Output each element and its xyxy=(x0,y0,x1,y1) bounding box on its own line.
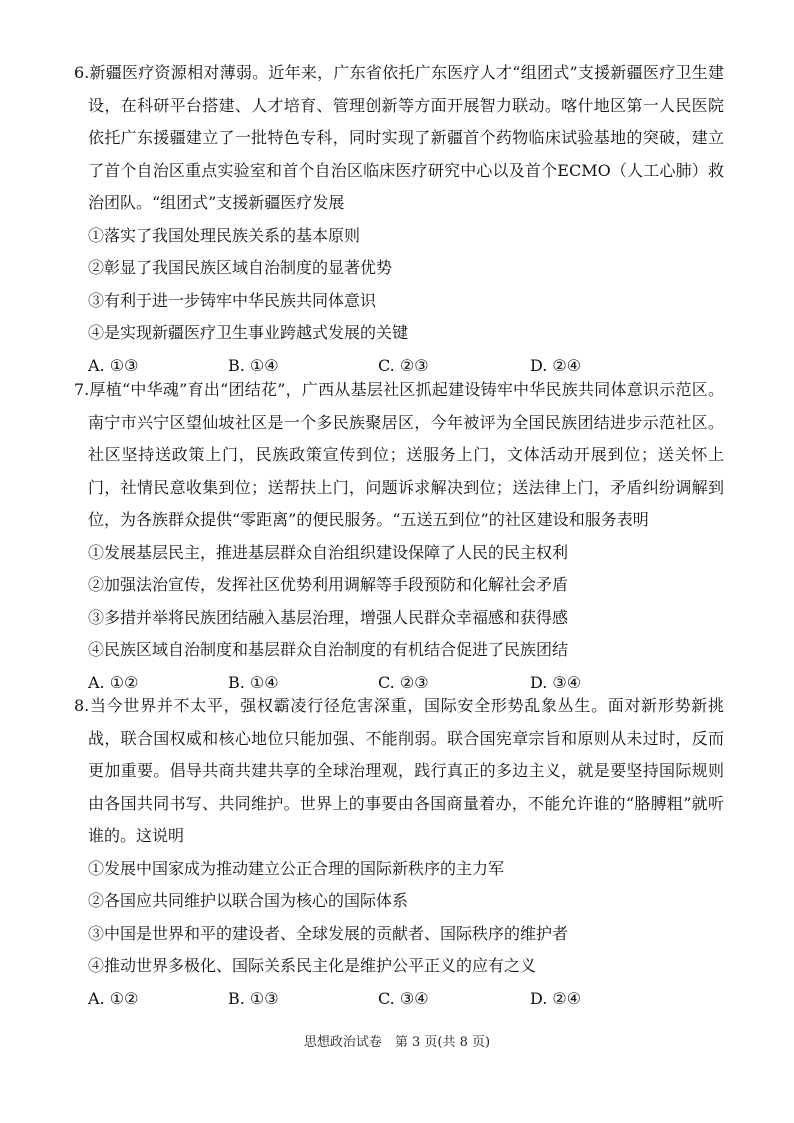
option-3: ③有利于进一步铸牢中华民族共同体意识 xyxy=(88,290,377,310)
question-8 xyxy=(74,690,724,1015)
option-4: ④是实现新疆医疗卫生事业跨越式发展的关键 xyxy=(88,323,409,342)
choice-b[interactable]: B. ①③ xyxy=(228,988,279,1008)
choice-c[interactable]: C. ②③ xyxy=(378,355,429,375)
choice-d[interactable]: D. ②④ xyxy=(530,988,582,1008)
question-stem xyxy=(74,374,724,537)
question-number: 7. xyxy=(74,380,90,399)
choice-d[interactable]: D. ③④ xyxy=(530,672,582,692)
option-2: ②加强法治宣传，发挥社区优势利用调解等手段预防和化解社会矛盾 xyxy=(88,575,569,594)
option-3: ③多措并举将民族团结融入基层治理，增强人民群众幸福感和获得感 xyxy=(88,607,569,627)
question-number: 6. xyxy=(74,63,90,82)
choice-a[interactable]: A. ①② xyxy=(88,988,139,1008)
choice-d[interactable]: D. ②④ xyxy=(530,355,582,375)
question-7 xyxy=(74,374,724,699)
question-text: 厚植“中华魂”育出“团结花”，广西从基层社区抓起建设铸牢中华民族共同体意识示范区。南宁市兴宁区望仙坡社区是一个多民族聚居区，今年被评为全国民族团结进步示范社区。社区坚持送政策上门，民族政策宣传到位；送服务上门，文体活动开展到位；送关怀上门，社情民意收集到位；送帮扶上门，问题诉求解决到位；送法律上门，矛盾纠纷调解到位，为各族群众提供“零距离”的便民服务。“五送五到位”的社区建设和服务表明 xyxy=(88,380,724,529)
choice-a[interactable]: A. ①② xyxy=(88,672,139,692)
choice-b[interactable]: B. ①④ xyxy=(228,672,279,692)
option-4: ④推动世界多极化、国际关系民主化是维护公平正义的应有之义 xyxy=(88,956,537,975)
question-text: 当今世界并不太平，强权霸凌行径危害深重，国际安全形势乱象丛生。面对新形势新挑战，联合国权威和核心地位只能加强、不能削弱。联合国宪章宗旨和原则从未过时，反而更加重要。倡导共商共建共享的全球治理观，践行真正的多边主义，就是要坚持国际规则由各国共同书写、共同维护。世界上的事要由各国商量着办，不能允许谁的“胳膊粗”就听谁的。这说明 xyxy=(88,696,724,845)
question-stem xyxy=(74,690,724,853)
choice-c[interactable]: C. ②③ xyxy=(378,672,429,692)
question-number: 8. xyxy=(74,696,90,715)
option-1: ①发展中国家成为推动建立公正合理的国际新秩序的主力军 xyxy=(88,858,505,878)
page-footer: 思想政治试卷 第 3 页(共 8 页) xyxy=(303,1035,491,1050)
option-1: ①发展基层民主，推进基层群众自治组织建设保障了人民的民主权利 xyxy=(88,542,569,562)
choice-c[interactable]: C. ③④ xyxy=(378,988,429,1008)
answer-choices xyxy=(88,983,724,1016)
question-text: 新疆医疗资源相对薄弱。近年来，广东省依托广东医疗人才“组团式”支援新疆医疗卫生建设，在科研平台搭建、人才培育、管理创新等方面开展智力联动。喀什地区第一人民医院依托广东援疆建立了一批特色专科，同时实现了新疆首个药物临床试验基地的突破，建立了首个自治区重点实验室和首个自治区临床医疗研究中心以及首个ECMO（人工心肺）救治团队。“组团式”支援新疆医疗发展 xyxy=(88,63,724,212)
option-2: ②彰显了我国民族区域自治制度的显著优势 xyxy=(88,258,393,277)
option-4: ④民族区域自治制度和基层群众自治制度的有机结合促进了民族团结 xyxy=(88,640,569,659)
question-6 xyxy=(74,57,724,382)
choice-b[interactable]: B. ①④ xyxy=(228,355,279,375)
choice-a[interactable]: A. ①③ xyxy=(88,355,139,375)
option-2: ②各国应共同维护以联合国为核心的国际体系 xyxy=(88,891,409,910)
option-1: ①落实了我国处理民族关系的基本原则 xyxy=(88,225,361,245)
option-3: ③中国是世界和平的建设者、全球发展的贡献者、国际秩序的维护者 xyxy=(88,923,569,943)
question-stem xyxy=(74,57,724,220)
